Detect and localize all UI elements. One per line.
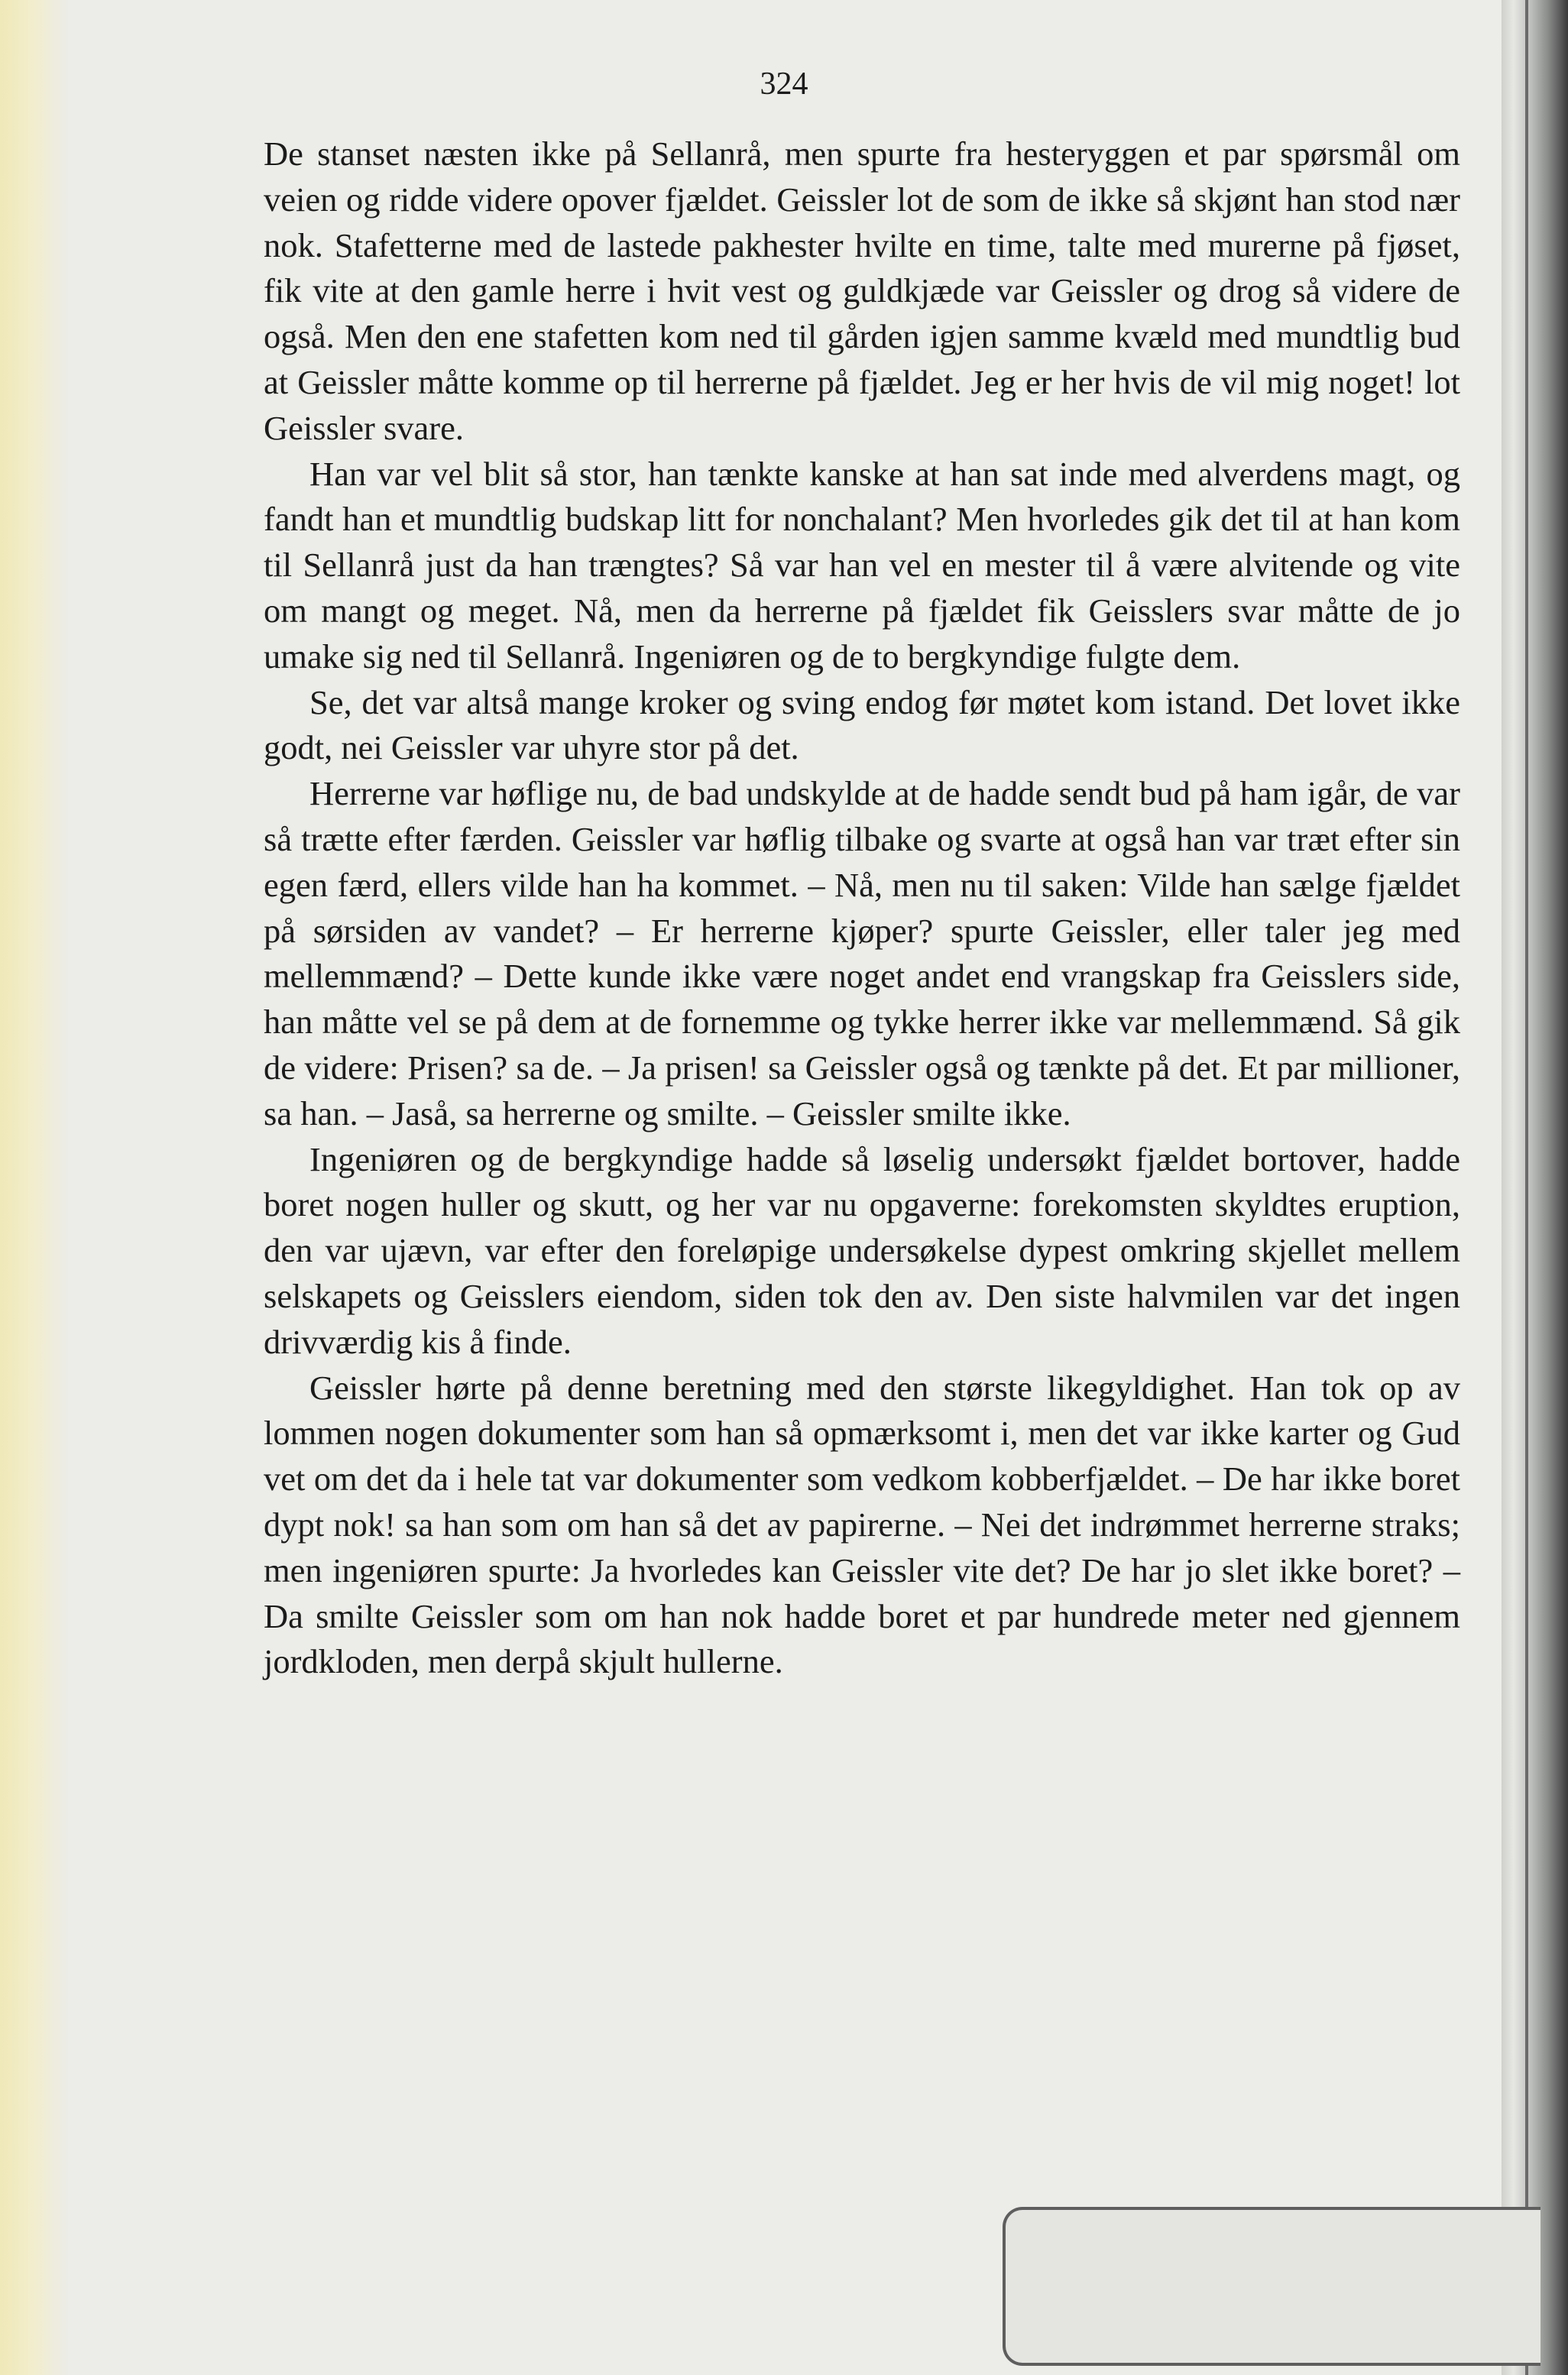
paragraph: De stanset næsten ikke på Sellanrå, men spurte fra hesteryggen et par spørsmål om veien og ridde videre opover fjældet. Geissler lot de som de ikke så skjønt han stod nær nok. Stafetterne med de lastede pakhester hvilte en time, talte med murerne på fjøset, fik vite at den gamle herre i hvit vest og guldkjæde var Geissler og drog så videre de også. Men den ene stafetten kom ned til gården igjen samme kvæld med mundtlig bud at Geissler måtte komme op til herrerne på fjældet. Jeg er her hvis de vil mig noget! lot Geissler svare. <box>264 134 1460 447</box>
paragraph: Se, det var altså mange kroker og sving endog før møtet kom istand. Det lovet ikke godt, nei Geissler var uhyre stor på det. <box>264 682 1460 767</box>
paragraph: Geissler hørte på denne beretning med den største likegyldighet. Han tok op av lommen nogen dokumenter som han så opmærksomt i, men det var ikke karter og Gud vet om det da i hele tat var dokumenter som vedkom kobberfjældet. – De har ikke boret dypt nok! sa han som om han så det av papirerne. – Nei det indrømmet herrerne straks; men ingeniøren spurte: Ja hvorledes kan Geissler vite det? De har jo slet ikke boret? – Da smilte Geissler som om han nok hadde boret et par hundrede meter ned gjennem jordkloden, men derpå skjult hullerne. <box>264 1368 1460 1681</box>
paragraph: Ingeniøren og de bergkyndige hadde så løselig undersøkt fjældet bortover, hadde boret nogen huller og skutt, og her var nu opgaverne: forekomsten skyldtes eruption, den var ujævn, var efter den foreløpige undersøkelse dypest omkring skjellet mellem selskapets og Geisslers eiendom, siden tok den av. Den siste halvmilen var det ingen drivværdig kis å finde. <box>264 1139 1460 1361</box>
binding-edge <box>1525 0 1528 2375</box>
library-label <box>1003 2207 1540 2366</box>
page-edge <box>0 0 69 2375</box>
book-binding <box>1502 0 1568 2375</box>
body-text <box>264 131 1460 1685</box>
paragraph: Herrerne var høflige nu, de bad undskylde at de hadde sendt bud på ham igår, de var så trætte efter færden. Geissler var høflig tilbake og svarte at også han var træt efter sin egen færd, ellers vilde han ha kommet. – Nå, men nu til saken: Vilde han sælge fjældet på sørsiden av vandet? – Er herrerne kjøper? spurte Geissler, eller taler jeg med mellemmænd? – Dette kunde ikke være noget andet end vrangskap fra Geisslers side, han måtte vel se på dem at de fornemme og tykke herrer ikke var mellemmænd. Så gik de videre: Prisen? sa de. – Ja prisen! sa Geissler også og tænkte på det. Et par millioner, sa han. – Jaså, sa herrerne og smilte. – Geissler smilte ikke. <box>264 774 1460 1132</box>
page-number: 324 <box>760 66 808 102</box>
paragraph: Han var vel blit så stor, han tænkte kanske at han sat inde med alverdens magt, og fandt han et mundtlig budskap litt for nonchalant? Men hvorledes gik det til at han kom til Sellanrå just da han trængtes? Så var han vel en mester til å være alvitende og vite om mangt og meget. Nå, men da herrerne på fjældet fik Geisslers svar måtte de jo umake sig ned til Sellanrå. Ingeniøren og de to bergkyndige fulgte dem. <box>264 454 1460 676</box>
